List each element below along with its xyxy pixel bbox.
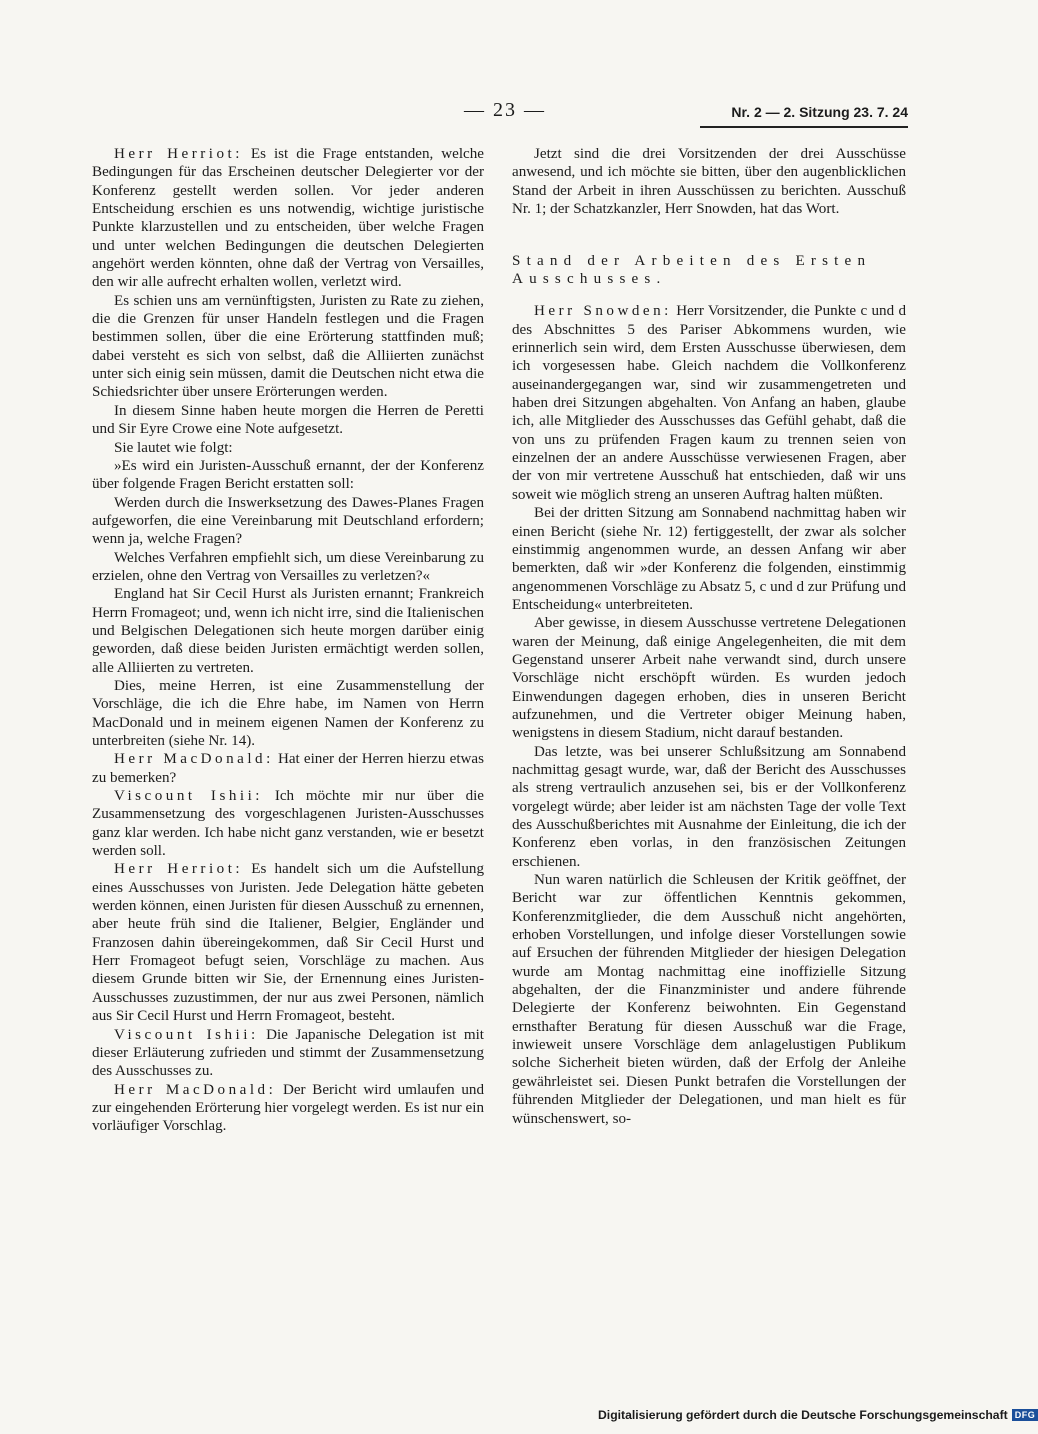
speaker-name: Herr MacDonald: (114, 1081, 277, 1098)
speaker-name: Herr MacDonald: (114, 751, 274, 768)
paragraph: Herr Herriot: Es handelt sich um die Aufstellung eines Ausschusses von Juristen. Jede Delegation hätte gebeten werden können, einen Juristen für diesen Ausschuß zu ernennen, aber heute früh sind die Italiener, Belgier, Engländer und Franzosen dahin übereingekommen, daß Sir Cecil Hurst und Herr Fromageot befugt seien, Vorschläge zu machen. Aus diesem Grunde bitten wir Sie, der Ernennung eines Juristen-Ausschusses zuzustimmen, der nur aus zwei Personen, nämlich aus Sir Cecil Hurst und Herrn Fromageot, besteht. (92, 861, 484, 1025)
paragraph: Dies, meine Herren, ist eine Zusammenstellung der Vorschläge, die ich die Ehre habe, im Namen von Herrn MacDonald und in meinem eigenen Namen der Konferenz zu unterbreiten (siehe Nr. 14). (92, 677, 484, 749)
paragraph: Werden durch die Inswerksetzung des Dawes-Planes Fragen aufgeworfen, die eine Vereinbarung mit Deutschland erfordern; wenn ja, welche Fragen? (92, 494, 484, 548)
page-number: — 23 — (464, 99, 546, 121)
right-column (512, 145, 906, 1128)
paragraph: »Es wird ein Juristen-Ausschuß ernannt, der der Konferenz über folgende Fragen Bericht erstatten soll: (92, 457, 484, 493)
paragraph: Sie lautet wie folgt: (114, 439, 233, 456)
paragraph: Bei der dritten Sitzung am Sonnabend nachmittag haben wir einen Bericht (siehe Nr. 12) fertiggestellt, der zwar als solcher einstimmig angenommen wurde, an dessen Anfang wir aber bemerkten, daß wir »der Konferenz die folgenden, einstimmig angenommenen Vorschläge zu Absatz 5, c und d zur Prüfung und Entscheidung« unterbreiteten. (512, 505, 906, 613)
credit-text: Digitalisierung gefördert durch die Deutsche Forschungsgemeinschaft (598, 1408, 1008, 1422)
paragraph: Es schien uns am vernünftigsten, Juristen zu Rate zu ziehen, die die Grenzen für unser Handeln festlegen und die Fragen bestimmen sollen, über die eine Erörterung stattfinden muß; dabei versteht es sich von selbst, daß die Alliierten zunächst unter sich einig sein müssen, damit die Deutschen nicht etwa die Schiedsrichter über unsere Erörterungen werden. (92, 292, 484, 401)
paragraph: Herr Snowden: Herr Vorsitzender, die Punkte c und d des Abschnittes 5 des Pariser Abkommens wurden, wie erinnerlich sein wird, dem Ersten Ausschusse überwiesen, dem ich vorgesessen habe. Gleich nachdem die Vollkonferenz auseinandergegangen war, sind wir zusammengetreten und haben drei Sitzungen abgehalten. Von Anfang an haben, glaube ich, alle Mitglieder des Ausschusses das Gefühl gehabt, daß die von uns zu prüfenden Fragen kaum zu trennen seien von einzelnen der an andere Ausschüsse verwiesenen Fragen, aber der von mir vertretene Ausschuß hat entschieden, daß wir uns soweit wie möglich streng an unseren Auftrag halten müßten. (512, 303, 906, 503)
paragraph: Aber gewisse, in diesem Ausschusse vertretene Delegationen waren der Meinung, daß einige Angelegenheiten, die mit dem Gegenstand unserer Arbeit nahe verwandt sind, durch unsere Vorschläge nicht erschöpft würden. Es wurden jedoch Einwendungen dagegen erhoben, dies in unseren Bericht aufzunehmen, und die Vertreter obiger Meinung haben, wenigstens in diesem Stadium, nicht darauf bestanden. (512, 615, 906, 742)
paragraph: England hat Sir Cecil Hurst als Juristen ernannt; Frankreich Herrn Fromageot; und, wenn ich nicht irre, sind die Italienischen und Belgischen Delegationen sich heute morgen darüber einig geworden, daß diese beiden Juristen ermächtigt werden sollen, alle Alliierten zu vertreten. (92, 586, 484, 676)
running-head: Nr. 2 — 2. Sitzung 23. 7. 24 (731, 104, 908, 120)
paragraph: In diesem Sinne haben heute morgen die Herren de Peretti und Sir Eyre Crowe eine Note aufgesetzt. (92, 402, 484, 438)
speaker-name: Herr Herriot: (114, 146, 243, 162)
speaker-name: Herr Herriot: (114, 861, 244, 878)
speaker-name: Viscount Ishii: (114, 788, 263, 805)
paragraph: Herr Herriot: Es ist die Frage entstanden, welche Bedingungen für das Erscheinen deutscher Delegierter vor der Konferenz gestellt werden sollen. Vor jeder anderen Entscheidung erschien es uns notwendig, wichtige juristische Punkte klarzustellen und zu entscheiden, über welche Fragen und unter welchen Bedingungen die deutschen Delegierten angehört werden könnten, ohne daß der Vertrag von Versailles, den wir alle aufrecht erhalten wollen, verletzt wird. (92, 146, 484, 291)
header-rule (700, 126, 908, 128)
paragraph: Herr MacDonald: Der Bericht wird umlaufen und zur eingehenden Erörterung hier vorgelegt werden. Es ist nur ein vorläufiger Vorschlag. (92, 1081, 484, 1135)
paragraph: Viscount Ishii: Die Japanische Delegation ist mit dieser Erläuterung zufrieden und stimmt der Zusammensetzung des Ausschusses zu. (92, 1026, 484, 1080)
paragraph: Herr MacDonald: Hat einer der Herren hierzu etwas zu bemerken? (92, 751, 485, 786)
section-heading: Stand der Arbeiten des Ersten Ausschusses. (512, 253, 872, 288)
speaker-name: Viscount Ishii: (114, 1026, 259, 1043)
paragraph: Jetzt sind die drei Vorsitzenden der drei Ausschüsse anwesend, und ich möchte sie bitten, über den augenblicklichen Stand der Arbeit in ihren Ausschüssen zu berichten. Ausschuß Nr. 1; der Schatzkanzler, Herr Snowden, hat das Wort. (512, 146, 906, 218)
paragraph: Nun waren natürlich die Schleusen der Kritik geöffnet, der Bericht war zur öffentlichen Kenntnis gekommen, Konferenzmitglieder, die dem Ausschuß nicht angehörten, erhoben Vorstellungen, und infolge dieser Vorstellungen sowie auf Ersuchen der führenden Mitglieder der hiesigen Delegation wurde am Montag nachmittag eine inoffizielle Sitzung abgehalten, der die Finanzminister und andere führende Delegierte der Konferenz beiwohnten. Ein Gegenstand ernsthafter Beratung für diesen Ausschuß war die Frage, inwieweit unsere Vorschläge dem anlagelustigen Publikum solche Sicherheit bieten würden, daß der Erfolg der Anleihe gewährleistet sei. Diesen Punkt betrafen die Vorstellungen der führenden Mitglieder der Delegationen, und man hielt es für wünschenswert, so- (512, 872, 906, 1127)
paragraph: Viscount Ishii: Ich möchte mir nur über die Zusammensetzung des vorgeschlagenen Juristen-Ausschusses ganz klar werden. Ich habe nicht ganz verstanden, wie er besetzt werden soll. (92, 788, 485, 860)
paragraph: Das letzte, was bei unserer Schlußsitzung am Sonnabend nachmittag gesagt wurde, war, daß der Bericht des Ausschusses als streng vertraulich anzusehen sei, bis er der Vollkonferenz vorgelegt würde; aber leider ist am nächsten Tage der volle Text des Ausschußberichtes mit Ausnahme der Einleitung, die ich der Konferenz eben vorlas, in den französischen Zeitungen erschienen. (512, 743, 906, 870)
speaker-name: Herr Snowden: (534, 303, 672, 320)
digitization-credit (598, 1408, 1036, 1422)
left-column (92, 145, 484, 1136)
dfg-logo: DFG (1012, 1409, 1038, 1421)
paragraph: Welches Verfahren empfiehlt sich, um diese Vereinbarung zu erzielen, ohne den Vertrag von Versailles zu verletzen?« (92, 549, 484, 584)
